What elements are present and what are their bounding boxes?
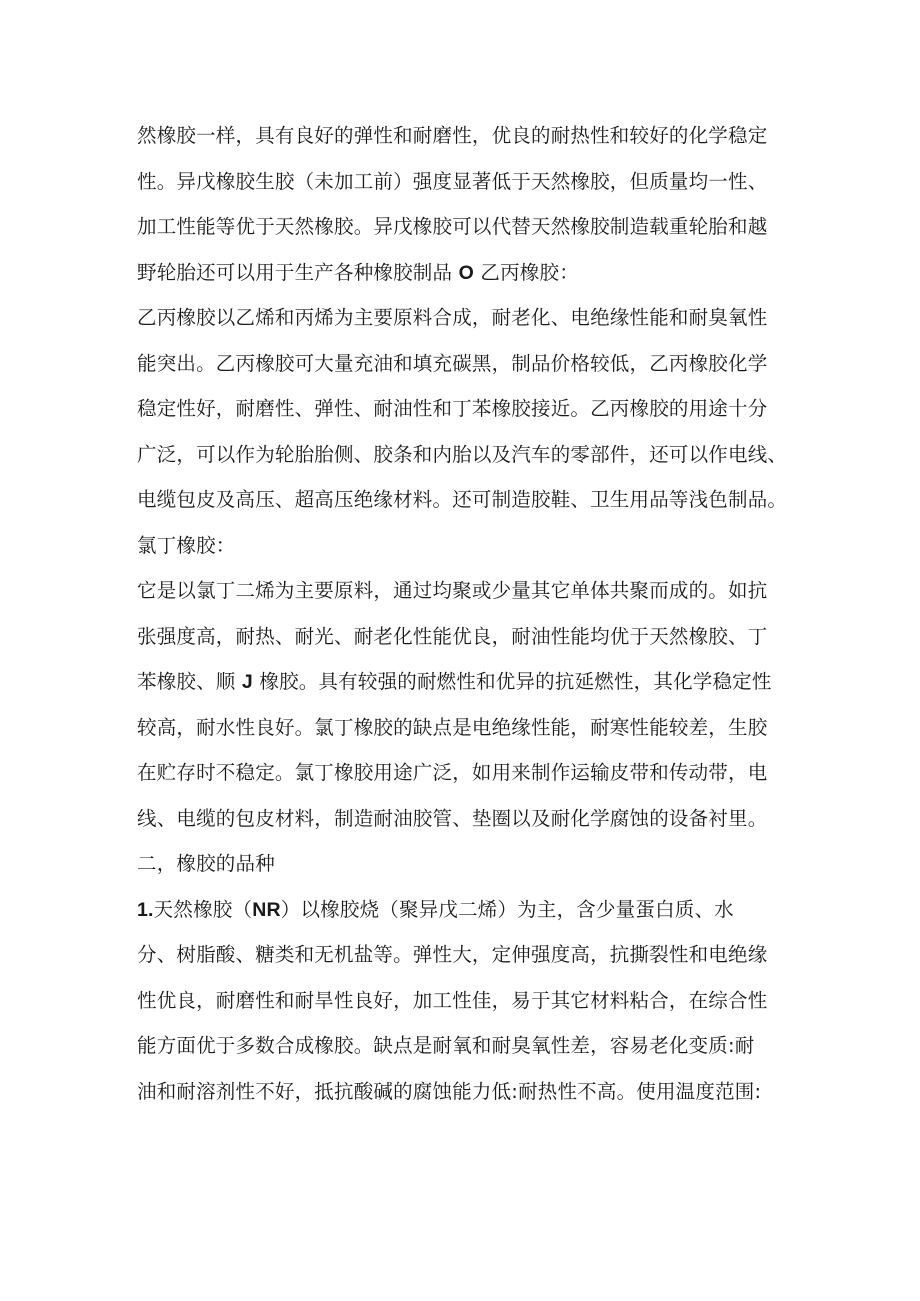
line-text: 野轮胎还可以用于生产各种橡胶制品 <box>137 260 453 284</box>
text-line <box>137 295 797 341</box>
section-heading <box>137 523 797 569</box>
text-line <box>137 159 797 205</box>
line-text: 性。异戊橡胶生胶（未加工前）强度显著低于天然橡胶，但质量均一性、 <box>137 169 768 193</box>
line-text-bold: J <box>241 671 253 693</box>
text-line <box>137 477 797 523</box>
text-line <box>137 614 797 660</box>
text-line <box>137 113 797 159</box>
line-text: 然橡胶一样，具有良好的弹性和耐磨性，优良的耐热性和较好的化学稳定 <box>137 124 768 147</box>
text-line <box>137 659 797 705</box>
line-text: 乙丙橡胶： <box>480 260 579 284</box>
text-line <box>137 750 797 796</box>
line-text: 较高，耐水性良好。氯丁橡胶的缺点是电绝缘性能，耐寒性能较差，生胶 <box>137 715 768 739</box>
line-text: 能突出。乙丙橡胶可大量充油和填充碳黑，制品价格较低，乙丙橡胶化学 <box>137 351 768 375</box>
line-text: 广泛，可以作为轮胎胎侧、胶条和内胎以及汽车的零部件，还可以作电线、 <box>137 442 788 466</box>
line-text: 加工性能等优于天然橡胶。异戊橡胶可以代替天然橡胶制造载重轮胎和越 <box>137 215 768 238</box>
line-text-bold: NR <box>252 898 281 921</box>
line-text-bold: O <box>458 261 474 284</box>
text-line <box>137 250 797 296</box>
text-line <box>137 432 797 478</box>
line-text: 张强度高，耐热、耐光、耐老化性能优良，耐油性能均优于天然橡胶、丁 <box>137 624 768 648</box>
text-line <box>137 568 797 614</box>
line-text: 稳定性好，耐磨性、弹性、耐油性和丁苯橡胶接近。乙丙橡胶的用途十分 <box>137 397 768 420</box>
line-text: 天然橡胶（ <box>153 897 253 921</box>
text-line <box>137 796 797 842</box>
line-text: 氯丁橡胶： <box>137 533 236 557</box>
text-line <box>137 887 797 933</box>
line-text: 它是以氯丁二烯为主要原料，通过均聚或少量其它单体共聚而成的。如抗 <box>137 579 768 602</box>
text-line <box>137 932 797 978</box>
line-text: ）以橡胶烧（聚异戊二烯）为主，含少量蛋白质、水 <box>280 897 734 921</box>
line-text: 乙丙橡胶以乙烯和丙烯为主要原料合成，耐老化、电绝缘性能和耐臭氧性 <box>137 306 768 329</box>
line-text: 橡胶。具有较强的耐燃性和优异的抗延燃性，其化学稳定性 <box>259 670 772 693</box>
line-text: 线、电缆的包皮材料，制造耐油胶管、垫圈以及耐化学腐蚀的设备衬里。 <box>137 806 768 830</box>
line-text: 二，橡胶的品种 <box>137 852 275 875</box>
text-line <box>137 705 797 751</box>
line-text: 能方面优于多数合成橡胶。缺点是耐氧和耐臭氧性差，容易老化变质:耐 <box>137 1034 755 1057</box>
section-heading <box>137 841 797 887</box>
text-line <box>137 978 797 1024</box>
text-line <box>137 204 797 250</box>
line-text: 分、树脂酸、糖类和无机盐等。弹性大，定伸强度高，抗撕裂性和电绝缘 <box>137 943 768 966</box>
document-body <box>137 113 797 1114</box>
text-line <box>137 1023 797 1069</box>
line-text: 油和耐溶剂性不好，抵抗酸碱的腐蚀能力低:耐热性不高。使用温度范围: <box>137 1079 762 1103</box>
line-text-bold: 1. <box>137 898 154 921</box>
line-text: 在贮存时不稳定。氯丁橡胶用途广泛，如用来制作运输皮带和传动带，电 <box>137 761 768 784</box>
text-line <box>137 341 797 387</box>
line-text: 苯橡胶、顺 <box>137 670 236 693</box>
text-line <box>137 1069 797 1115</box>
line-text: 电缆包皮及高压、超高压绝缘材料。还可制造胶鞋、卫生用品等浅色制品。 <box>137 488 788 511</box>
text-line <box>137 386 797 432</box>
line-text: 性优良，耐磨性和耐旱性良好，加工性佳，易于其它材料粘合，在综合性 <box>137 988 768 1012</box>
